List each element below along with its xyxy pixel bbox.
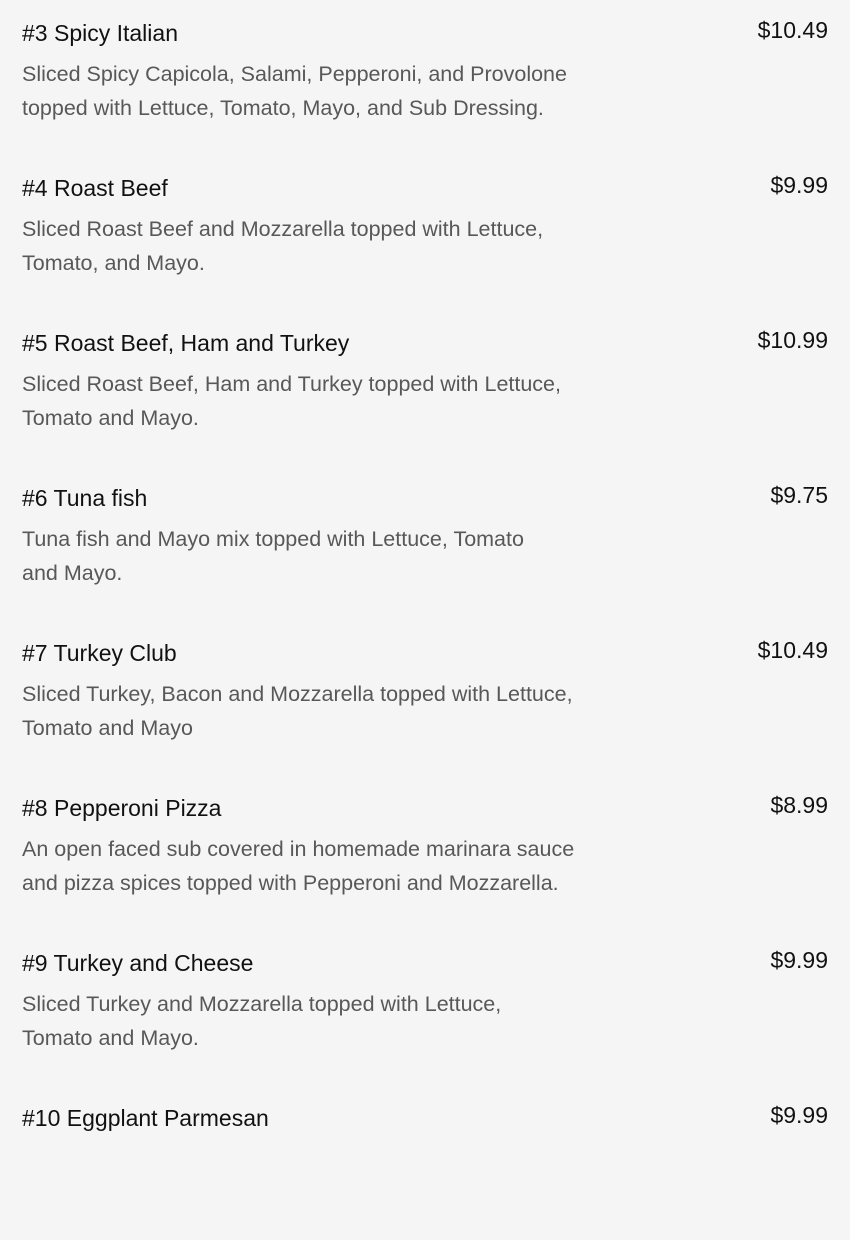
item-name: #6 Tuna fish bbox=[22, 485, 148, 511]
item-description-line: Tomato and Mayo. bbox=[22, 1026, 199, 1050]
menu-item-spicy-italian[interactable] bbox=[0, 0, 850, 155]
item-name: #8 Pepperoni Pizza bbox=[22, 795, 222, 821]
item-description-line: Sliced Turkey, Bacon and Mozzarella topped with Lettuce, bbox=[22, 682, 573, 706]
item-description-line: Tuna fish and Mayo mix topped with Lettuce, Tomato bbox=[22, 527, 524, 551]
item-description bbox=[22, 212, 622, 280]
item-description bbox=[22, 367, 622, 435]
item-name: #4 Roast Beef bbox=[22, 175, 168, 201]
menu-item-tuna-fish[interactable] bbox=[0, 465, 850, 620]
item-price: $8.99 bbox=[770, 792, 828, 818]
item-description bbox=[22, 57, 622, 125]
menu-item-turkey-club[interactable] bbox=[0, 620, 850, 775]
item-price: $9.99 bbox=[770, 1102, 828, 1128]
item-description-line: and pizza spices topped with Pepperoni and Mozzarella. bbox=[22, 871, 559, 895]
item-description-line: Tomato and Mayo bbox=[22, 716, 193, 740]
item-description-line: Tomato and Mayo. bbox=[22, 406, 199, 430]
menu-item-eggplant-parmesan[interactable] bbox=[0, 1085, 850, 1240]
item-price: $9.99 bbox=[770, 947, 828, 973]
item-description-line: topped with Lettuce, Tomato, Mayo, and Sub Dressing. bbox=[22, 96, 544, 120]
menu-item-roast-beef-ham-turkey[interactable] bbox=[0, 310, 850, 465]
item-price: $9.99 bbox=[770, 172, 828, 198]
item-description-line: An open faced sub covered in homemade marinara sauce bbox=[22, 837, 575, 861]
item-description-line: Sliced Roast Beef, Ham and Turkey topped with Lettuce, bbox=[22, 372, 561, 396]
item-name: #5 Roast Beef, Ham and Turkey bbox=[22, 330, 350, 356]
item-name: #3 Spicy Italian bbox=[22, 20, 178, 46]
item-price: $9.75 bbox=[770, 482, 828, 508]
item-name: #7 Turkey Club bbox=[22, 640, 177, 666]
item-description-line: and Mayo. bbox=[22, 561, 123, 585]
item-description-line: Sliced Spicy Capicola, Salami, Pepperoni, and Provolone bbox=[22, 62, 567, 86]
item-price: $10.49 bbox=[757, 17, 828, 43]
item-price: $10.49 bbox=[757, 637, 828, 663]
item-description-line: Sliced Turkey and Mozzarella topped with Lettuce, bbox=[22, 992, 502, 1016]
item-description bbox=[22, 677, 622, 745]
item-name: #10 Eggplant Parmesan bbox=[22, 1105, 269, 1131]
menu-item-roast-beef[interactable] bbox=[0, 155, 850, 310]
item-description bbox=[22, 987, 622, 1055]
item-description-line: Tomato, and Mayo. bbox=[22, 251, 205, 275]
menu-item-turkey-and-cheese[interactable] bbox=[0, 930, 850, 1085]
item-price: $10.99 bbox=[757, 327, 828, 353]
item-name: #9 Turkey and Cheese bbox=[22, 950, 254, 976]
item-description-line: Sliced Roast Beef and Mozzarella topped with Lettuce, bbox=[22, 217, 544, 241]
menu-item-pepperoni-pizza[interactable] bbox=[0, 775, 850, 930]
item-description bbox=[22, 522, 622, 590]
item-description bbox=[22, 832, 622, 900]
